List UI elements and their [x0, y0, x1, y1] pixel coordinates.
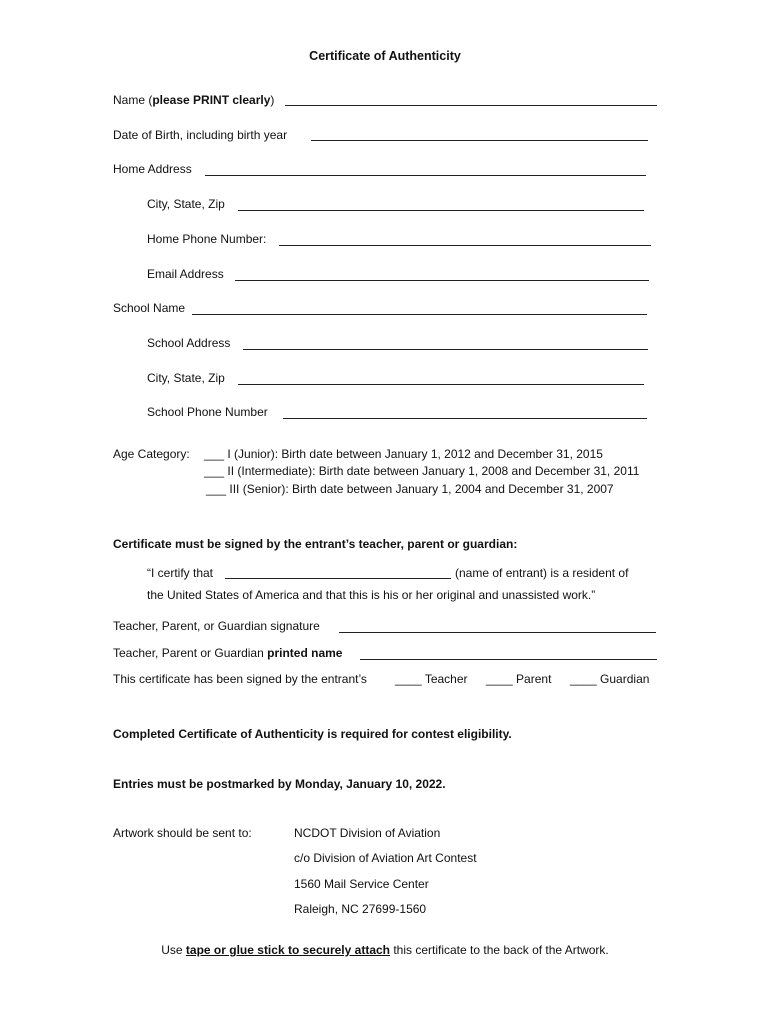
mailing-line: 1560 Mail Service Center — [294, 877, 429, 891]
email-field[interactable] — [235, 280, 649, 281]
certify-line-end: (name of entrant) is a resident of — [455, 566, 629, 580]
age-option-senior[interactable] — [206, 481, 614, 497]
role-teacher[interactable] — [395, 671, 468, 687]
printed-name-field[interactable] — [360, 659, 657, 660]
certify-statement: the United States of America and that this is his or her original and unassisted work.” — [147, 588, 596, 602]
home-phone-label: Home Phone Number: — [147, 232, 267, 246]
age-category-label: Age Category: — [113, 447, 190, 461]
school-city-field[interactable] — [238, 384, 644, 385]
role-blank[interactable]: ____ — [570, 672, 597, 686]
role-parent[interactable] — [486, 671, 551, 687]
school-address-field[interactable] — [243, 349, 648, 350]
age-option-intermediate[interactable] — [204, 463, 639, 479]
age-option-blank[interactable]: ___ — [206, 482, 227, 496]
name-field[interactable] — [285, 105, 657, 106]
page-title: Certificate of Authenticity — [309, 49, 461, 63]
email-label: Email Address — [147, 267, 224, 281]
age-option-blank[interactable]: ___ — [204, 447, 225, 461]
role-label: Guardian — [600, 672, 650, 686]
name-label-emphasis: please PRINT clearly — [152, 93, 271, 107]
printed-name-label-prefix: Teacher, Parent or Guardian — [113, 646, 264, 660]
mailing-line: c/o Division of Aviation Art Contest — [294, 851, 477, 865]
deadline-note: Entries must be postmarked by Monday, January 10, 2022. — [113, 777, 446, 791]
dob-label: Date of Birth, including birth year — [113, 128, 288, 142]
role-guardian[interactable] — [570, 671, 649, 687]
school-address-label: School Address — [147, 336, 231, 350]
mailing-line: Raleigh, NC 27699-1560 — [294, 902, 427, 916]
dob-field[interactable] — [311, 140, 648, 141]
attach-instruction — [0, 942, 770, 958]
eligibility-note: Completed Certificate of Authenticity is required for contest eligibility. — [113, 727, 512, 741]
signing-heading: Certificate must be signed by the entrant’s teacher, parent or guardian: — [113, 537, 518, 551]
entrant-name-field[interactable] — [225, 578, 451, 579]
name-label-prefix: Name ( — [113, 93, 153, 107]
school-phone-label: School Phone Number — [147, 405, 268, 419]
role-label: Teacher — [424, 672, 468, 686]
signature-field[interactable] — [339, 632, 656, 633]
attach-instruction-suffix: this certificate to the back of the Artwork. — [390, 943, 609, 957]
name-label-suffix: ) — [270, 93, 275, 107]
attach-instruction-emphasis: tape or glue stick to securely attach — [185, 943, 390, 957]
home-address-label: Home Address — [113, 162, 192, 176]
age-option-junior[interactable] — [204, 446, 603, 462]
school-city-label: City, State, Zip — [147, 371, 225, 385]
attach-instruction-prefix: Use — [161, 943, 186, 957]
school-name-field[interactable] — [192, 314, 647, 315]
name-label — [113, 92, 274, 108]
role-blank[interactable]: ____ — [486, 672, 513, 686]
certify-line-start: “I certify that — [147, 566, 214, 580]
age-option-text: III (Senior): Birth date between January 1, 2004 and December 31, 2007 — [229, 482, 614, 496]
role-blank[interactable]: ____ — [395, 672, 422, 686]
home-phone-field[interactable] — [279, 245, 651, 246]
school-phone-field[interactable] — [283, 418, 647, 419]
age-option-text: I (Junior): Birth date between January 1, 2012 and December 31, 2015 — [227, 447, 603, 461]
signature-label: Teacher, Parent, or Guardian signature — [113, 619, 320, 633]
age-option-blank[interactable]: ___ — [204, 464, 225, 478]
age-option-text: II (Intermediate): Birth date between January 1, 2008 and December 31, 2011 — [227, 464, 640, 478]
printed-name-label-emphasis: printed name — [267, 646, 343, 660]
school-name-label: School Name — [113, 301, 186, 315]
mailing-label: Artwork should be sent to: — [113, 826, 252, 840]
home-address-field[interactable] — [205, 175, 646, 176]
signed-by-label: This certificate has been signed by the entrant’s — [113, 672, 367, 686]
home-city-label: City, State, Zip — [147, 197, 225, 211]
printed-name-label — [113, 645, 342, 661]
mailing-line: NCDOT Division of Aviation — [294, 826, 441, 840]
home-city-field[interactable] — [238, 210, 644, 211]
role-label: Parent — [516, 672, 552, 686]
